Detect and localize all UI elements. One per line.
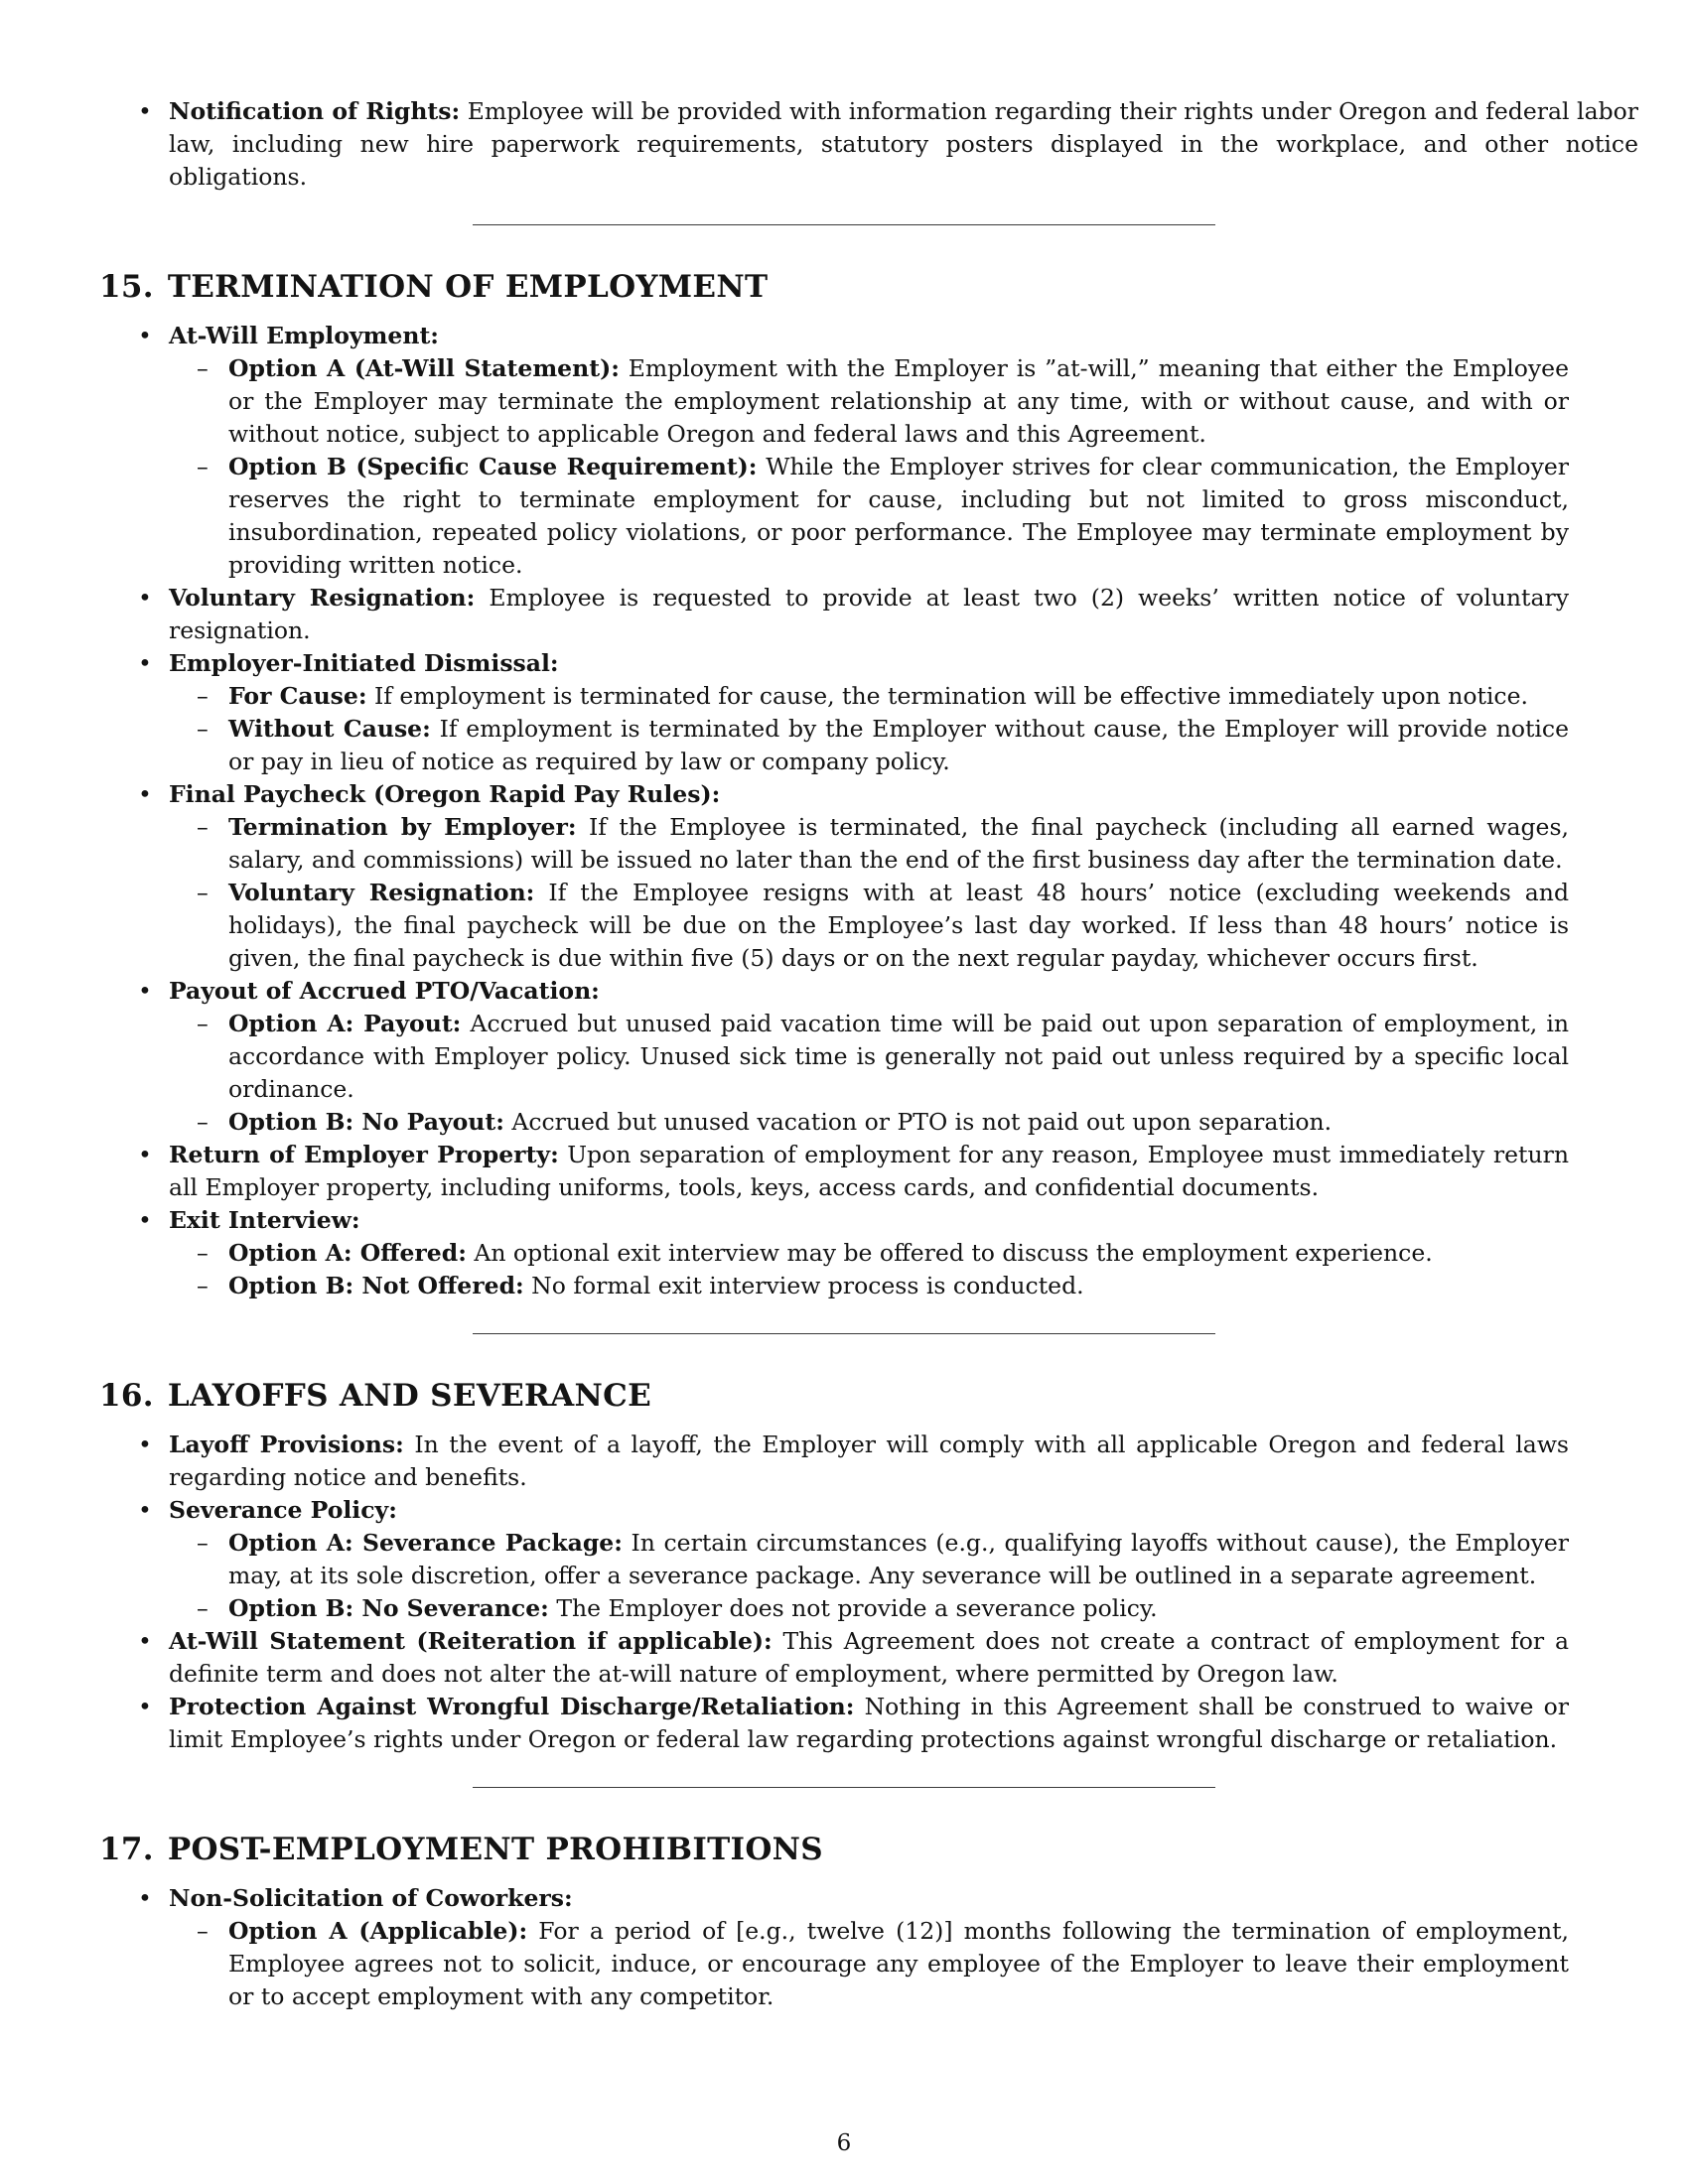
- item-label: At-Will Employment:: [169, 322, 439, 349]
- item-label: Exit Interview:: [169, 1206, 360, 1234]
- sub-item-label: Option B: No Payout:: [228, 1108, 504, 1136]
- sub-item-text: If the Employee is terminated, the final paycheck (including all earned wages, salary, and commissions) will be issued no later than the end of the first business day after the termination date.: [228, 813, 1569, 874]
- sub-item: [169, 1592, 1569, 1625]
- item-label: Layoff Provisions:: [169, 1431, 404, 1458]
- item-text: Employee is requested to provide at least two (2) weeks’ written notice of voluntary resignation.: [169, 584, 1569, 644]
- item-text: This Agreement does not create a contract of employment for a definite term and does not alter the at-will nature of employment, where permitted by Oregon law.: [169, 1627, 1569, 1688]
- document-page: [99, 95, 1639, 2013]
- list-item: [99, 1625, 1569, 1691]
- sub-item-text: While the Employer strives for clear communication, the Employer reserves the right to terminate employment for cause, including but not limited to gross misconduct, insubordination, repeated policy violations, or poor performance. The Employee may terminate employment by providing written notice.: [228, 453, 1569, 579]
- item-label: Payout of Accrued PTO/Vacation:: [169, 977, 600, 1005]
- item-text: In the event of a layoff, the Employer will comply with all applicable Oregon and federal laws regarding notice and benefits.: [169, 1431, 1569, 1491]
- sub-item: [169, 811, 1569, 877]
- item-label: Voluntary Resignation:: [169, 584, 476, 612]
- list-item: [99, 1882, 1569, 2013]
- item-label: Notification of Rights:: [169, 97, 461, 125]
- list-item: [99, 1691, 1569, 1756]
- sub-item-text: Employment with the Employer is ”at-will,” meaning that either the Employee or the Employer may terminate the employment relationship at any time, with or without cause, and with or without notice, subject to applicable Oregon and federal laws and this Agreement.: [228, 354, 1569, 448]
- section-list: [99, 1882, 1569, 2013]
- sub-item: [169, 1106, 1569, 1139]
- list-item: [99, 95, 1638, 194]
- section-title: LAYOFFS AND SEVERANCE: [167, 1378, 651, 1414]
- sub-item: [169, 713, 1569, 778]
- sub-item: [169, 1915, 1569, 2013]
- sub-item-text: In certain circumstances (e.g., qualifying layoffs without cause), the Employer may, at its sole discretion, offer a severance package. Any severance will be outlined in a separate agreement.: [228, 1529, 1569, 1589]
- section-divider: [473, 1333, 1215, 1334]
- sub-list: [169, 680, 1569, 778]
- section-heading: [99, 1830, 1589, 1869]
- sub-item: [169, 877, 1569, 975]
- sub-item-text: Accrued but unused paid vacation time will be paid out upon separation of employment, in accordance with Employer policy. Unused sick time is generally not paid out unless required by a specific local ordinance.: [228, 1010, 1569, 1103]
- sub-item: [169, 451, 1569, 582]
- list-item: [99, 320, 1569, 582]
- sub-item: [169, 1237, 1569, 1270]
- section-list: [99, 1429, 1569, 1756]
- section-heading: [99, 1376, 1589, 1416]
- sub-item-label: Option A (At-Will Statement):: [228, 354, 620, 382]
- item-label: Non-Solicitation of Coworkers:: [169, 1884, 573, 1912]
- sub-list: [169, 1527, 1569, 1625]
- list-item: [99, 582, 1569, 647]
- item-text: Employee will be provided with information regarding their rights under Oregon and federal labor law, including new hire paperwork requirements, statutory posters displayed in the workplace, and other notice obligations.: [169, 97, 1639, 191]
- sub-item-label: Termination by Employer:: [228, 813, 577, 841]
- item-label: Severance Policy:: [169, 1496, 397, 1524]
- section-divider: [473, 1787, 1215, 1788]
- item-label: Return of Employer Property:: [169, 1141, 559, 1168]
- list-item: [99, 1429, 1569, 1494]
- sub-item-label: Option A: Payout:: [228, 1010, 462, 1037]
- page-number: 6: [836, 2130, 852, 2156]
- list-item: [99, 647, 1569, 778]
- sub-item-label: For Cause:: [228, 682, 367, 710]
- sub-list: [169, 811, 1569, 975]
- list-item: [99, 975, 1569, 1139]
- sub-item-label: Option A: Offered:: [228, 1239, 467, 1267]
- sub-item-text: The Employer does not provide a severance policy.: [548, 1594, 1158, 1622]
- item-label: At-Will Statement (Reiteration if applicable):: [169, 1627, 773, 1655]
- sub-item-label: Option B (Specific Cause Requirement):: [228, 453, 758, 480]
- sub-item-label: Option B: Not Offered:: [228, 1272, 524, 1299]
- list-item: [99, 1494, 1569, 1625]
- section-heading: [99, 267, 1589, 307]
- sub-item: [169, 1270, 1569, 1302]
- list-item: [99, 1204, 1569, 1302]
- sub-item: [169, 1527, 1569, 1592]
- sub-item: [169, 680, 1569, 713]
- sub-item-label: Option A (Applicable):: [228, 1917, 528, 1945]
- sub-item-label: Without Cause:: [228, 715, 431, 743]
- section-number: 17.: [99, 1832, 154, 1867]
- intro-list: [99, 95, 1639, 194]
- sub-list: [169, 1008, 1569, 1139]
- sub-item-text: If the Employee resigns with at least 48 hours’ notice (excluding weekends and holidays), the final paycheck will be due on the Employee’s last day worked. If less than 48 hours’ notice is given, the final paycheck is due within five (5) days or on the next regular payday, whichever occurs first.: [228, 879, 1569, 972]
- sub-item: [169, 1008, 1569, 1106]
- item-label: Protection Against Wrongful Discharge/Retaliation:: [169, 1693, 855, 1720]
- sub-item-text: For a period of [e.g., twelve (12)] months following the termination of employment, Employee agrees not to solicit, induce, or encourage any employee of the Employer to leave their employment or to accept employment with any competitor.: [228, 1917, 1570, 2010]
- section-list: [99, 320, 1569, 1302]
- sub-list: [169, 1915, 1569, 2013]
- item-label: Final Paycheck (Oregon Rapid Pay Rules):: [169, 780, 721, 808]
- sub-item-text: If employment is terminated by the Employer without cause, the Employer will provide notice or pay in lieu of notice as required by law or company policy.: [228, 715, 1570, 775]
- item-label: Employer-Initiated Dismissal:: [169, 649, 559, 677]
- sub-list: [169, 352, 1569, 582]
- sub-item-text: If employment is terminated for cause, the termination will be effective immediately upon notice.: [366, 682, 1528, 710]
- sub-item-text: No formal exit interview process is conducted.: [523, 1272, 1084, 1299]
- list-item: [99, 1139, 1569, 1204]
- sub-item-label: Option A: Severance Package:: [228, 1529, 623, 1557]
- sub-item-text: Accrued but unused vacation or PTO is not paid out upon separation.: [503, 1108, 1333, 1136]
- sub-item-label: Voluntary Resignation:: [228, 879, 535, 906]
- sub-item: [169, 352, 1569, 451]
- list-item: [99, 778, 1569, 975]
- section-title: POST-EMPLOYMENT PROHIBITIONS: [167, 1832, 823, 1867]
- section-divider: [473, 224, 1215, 225]
- sub-list: [169, 1237, 1569, 1302]
- item-text: Nothing in this Agreement shall be construed to waive or limit Employee’s rights under Oregon or federal law regarding protections against wrongful discharge or retaliation.: [169, 1693, 1569, 1753]
- section-number: 16.: [99, 1378, 154, 1414]
- sub-item-text: An optional exit interview may be offered to discuss the employment experience.: [466, 1239, 1433, 1267]
- section-title: TERMINATION OF EMPLOYMENT: [167, 269, 769, 305]
- item-text: Upon separation of employment for any reason, Employee must immediately return all Employer property, including uniforms, tools, keys, access cards, and confidential documents.: [169, 1141, 1569, 1201]
- section-number: 15.: [99, 269, 154, 305]
- sub-item-label: Option B: No Severance:: [228, 1594, 549, 1622]
